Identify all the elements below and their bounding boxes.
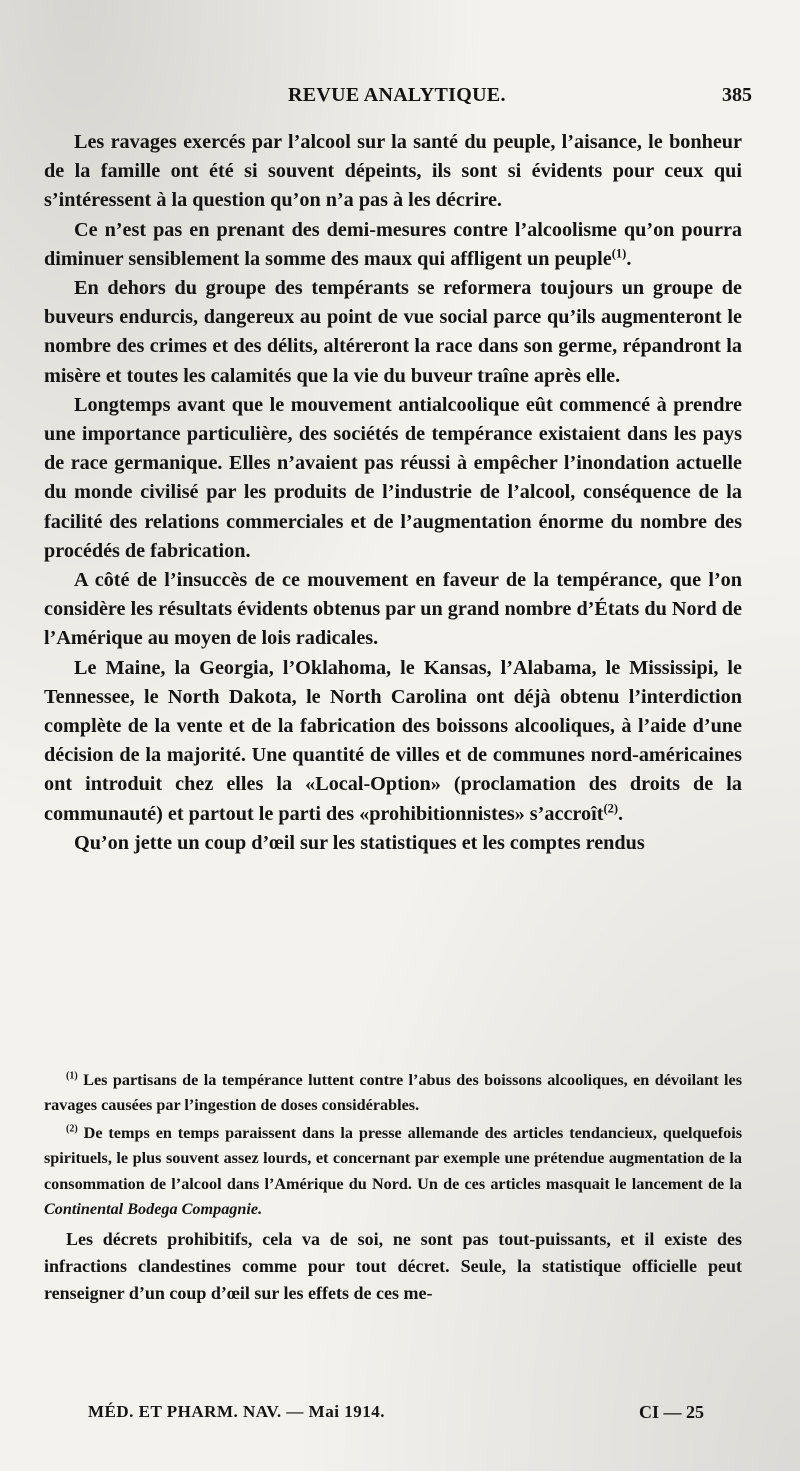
footnote-2 xyxy=(44,1121,742,1223)
footnote-1 xyxy=(44,1068,742,1119)
paragraph-4 xyxy=(44,391,742,566)
paragraph-1-text: Les ravages exercés par l’alcool sur la santé du peuple, l’aisance, le bonheur de la famille ont été si souvent dépeints, ils sont si évidents pour ceux qui s’intéressent à la question qu’on n’a pas à les décrire. xyxy=(44,131,742,212)
signature-mark: CI — 25 xyxy=(638,1402,704,1422)
journal-reference: MÉD. ET PHARM. NAV. — Mai 1914. xyxy=(88,1402,385,1421)
page-number: 385 xyxy=(722,84,752,106)
footnote-2-text: De temps en temps paraissent dans la presse allemande des articles tendancieux, quelquefois spirituels, le plus souvent assez lourds, et concernant par exemple une prétendue augmentation de la consommation de l’alcool dans l’Amérique du Nord. Un de ces articles masquait le lancement de la xyxy=(44,1123,742,1193)
footnote-ref-2-suffix: . xyxy=(618,802,624,825)
paragraph-5 xyxy=(44,566,742,654)
paragraph-7-text: Qu’on jette un coup d’œil sur les statistiques et les comptes rendus xyxy=(74,831,645,854)
footnote-ref-2: (2) xyxy=(603,800,619,815)
footnotes xyxy=(44,1068,742,1309)
running-header xyxy=(40,84,752,112)
footnote-ref-1-suffix: . xyxy=(626,247,632,270)
paragraph-4-text: Longtemps avant que le mouvement antialcoolique eût commencé à prendre une importance particulière, des sociétés de tempérance existaient dans les pays de race germanique. Elles n’avaient pas réussi à empêcher l’inondation actuelle du monde civilisé par les produits de l’industrie de l’alcool, conséquence de la facilité des relations commerciales et de l’augmentation énorme du nombre des procédés de fabrication. xyxy=(44,393,742,562)
paragraph-2 xyxy=(44,216,742,274)
footnote-2-italic: Continental Bodega Compagnie. xyxy=(44,1200,263,1219)
paragraph-3 xyxy=(44,274,742,391)
footnote-1-marker: (1) xyxy=(66,1070,78,1082)
footnote-2-marker: (2) xyxy=(66,1123,78,1135)
header-title: REVUE ANALYTIQUE. xyxy=(288,84,506,106)
footnote-1-text: Les partisans de la tempérance luttent contre l’abus des boissons alcooliques, en dévoilant les ravages causées par l’ingestion de doses considérables. xyxy=(44,1071,742,1115)
paragraph-5-text: A côté de l’insuccès de ce mouvement en faveur de la tempérance, que l’on considère les résultats évidents obtenus par un grand nombre d’États du Nord de l’Amérique au moyen de lois radicales. xyxy=(44,569,742,650)
footnote-ref-1: (1) xyxy=(611,246,627,261)
paragraph-6 xyxy=(44,654,742,829)
paragraph-6-text: Le Maine, la Georgia, l’Oklahoma, le Kansas, l’Alabama, le Mississipi, le Tennessee, le North Dakota, le North Carolina ont déjà obtenu l’interdiction complète de la vente et de la fabrication des boissons alcooliques, à l’aide d’une décision de la majorité. Une quantité de villes et de communes nord-américaines ont introduit chez elles la «Local-Option» (proclamation des droits de la communauté) et partout le parti des «prohibitionnistes» s’accroît xyxy=(44,656,742,825)
paragraph-1 xyxy=(44,128,742,216)
paragraph-2-text: Ce n’est pas en prenant des demi-mesures contre l’alcoolisme qu’on pourra diminuer sensiblement la somme des maux qui affligent un peuple xyxy=(44,218,742,270)
main-text xyxy=(44,128,742,858)
running-footer xyxy=(88,1402,704,1428)
continuation-text: Les décrets prohibitifs, cela va de soi, ne sont pas tout-puissants, et il existe des infractions clandestines comme pour tout décret. Seule, la statistique officielle peut renseigner d’un coup d’œil sur les effets de ces me- xyxy=(44,1229,742,1304)
paragraph-3-text: En dehors du groupe des tempérants se reformera toujours un groupe de buveurs endurcis, dangereux au point de vue social parce qu’ils augmenteront le nombre des crimes et des délits, altéreront la race dans son germe, répandront la misère et toutes les calamités que la vie du buveur traîne après elle. xyxy=(44,277,742,387)
paragraph-7 xyxy=(44,829,742,858)
continuation-paragraph xyxy=(44,1226,742,1307)
